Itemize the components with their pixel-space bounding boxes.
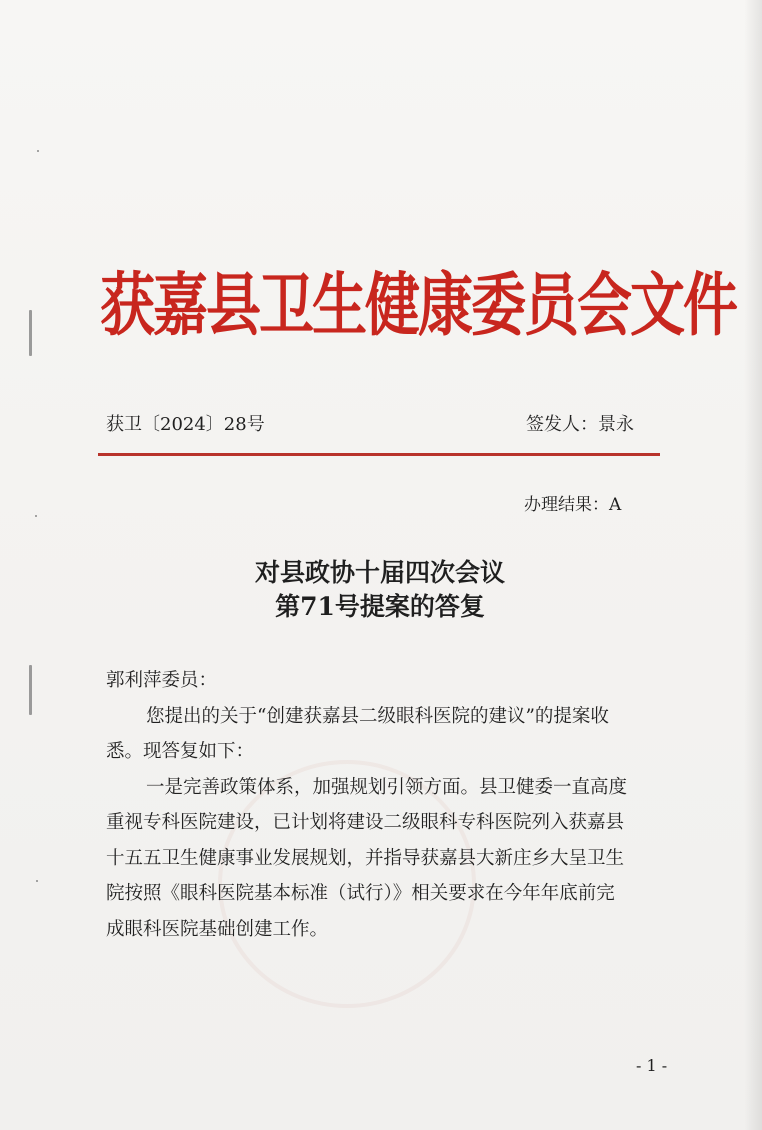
document-number: 获卫〔2024〕28号	[106, 414, 265, 435]
document-masthead: 获嘉县卫生健康委员会文件	[100, 263, 737, 345]
body-line: 十五五卫生健康事业发展规划，并指导获嘉县大新庄乡大呈卫生	[106, 847, 625, 869]
result-value: A	[609, 495, 622, 515]
result-label: 办理结果：	[524, 495, 609, 515]
body-line: 院按照《眼科医院基本标准（试行）》相关要求在今年年底前完	[106, 883, 615, 904]
binding-hole-dot	[35, 515, 37, 517]
reply-title	[100, 556, 660, 624]
signer-label: 签发人：	[526, 414, 598, 435]
body-line: 成眼科医院基础创建工作。	[106, 918, 329, 940]
page-edge-shadow	[744, 0, 762, 1130]
title-line-2: 第71号提案的答复	[275, 592, 485, 621]
processing-result	[524, 492, 621, 518]
salutation: 郭利萍委员：	[106, 670, 218, 691]
body-line: 您提出的关于“创建获嘉县二级眼科医院的建议”的提案收	[146, 705, 609, 727]
body-line: 重视专科医院建设，已计划将建设二级眼科专科医院列入获嘉县	[106, 812, 625, 833]
body-line: 悉。现答复如下：	[106, 741, 255, 762]
binding-mark-bottom	[29, 665, 32, 715]
red-divider-rule	[98, 453, 660, 456]
signer	[526, 412, 634, 438]
binding-hole-dot	[37, 150, 39, 152]
binding-hole-dot	[36, 880, 38, 882]
binding-mark-top	[29, 310, 32, 356]
page-number: - 1 -	[636, 1056, 668, 1075]
body-line: 一是完善政策体系，加强规划引领方面。县卫健委一直高度	[146, 776, 628, 798]
signer-name: 景永	[598, 414, 634, 435]
reply-body	[106, 663, 674, 947]
title-line-1: 对县政协十届四次会议	[254, 558, 505, 587]
